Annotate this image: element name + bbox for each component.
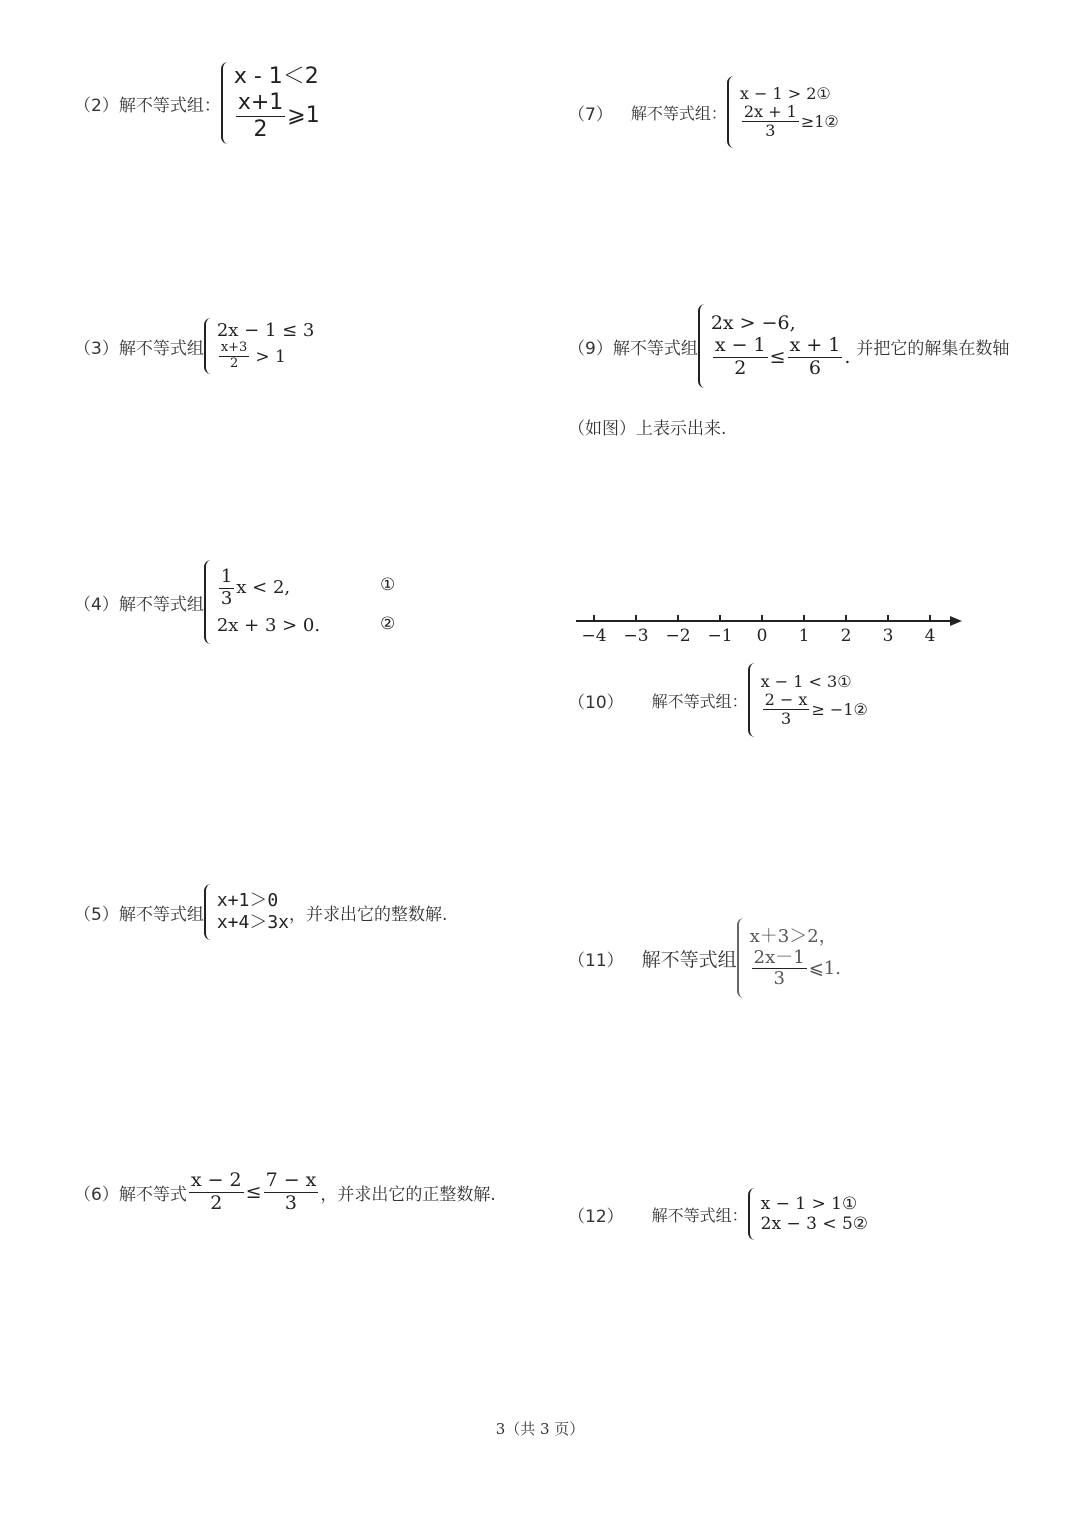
problem-10-system: [748, 663, 868, 737]
number-line-tick-label: 0: [756, 626, 768, 646]
problem-9-line2: （如图）上表示出来.: [568, 419, 727, 439]
problem-11-number: （11）: [568, 950, 624, 971]
problem-6-fraction-right: $\frac{7 - x}{3}$: [265, 1169, 317, 1214]
problem-4-system: [204, 560, 320, 644]
number-line-tick-label: −1: [707, 626, 733, 646]
page-footer: 3（共 3 页）: [495, 1420, 585, 1438]
problem-3-label: （3）解不等式组: [74, 338, 204, 359]
problem-7: [568, 76, 839, 148]
problem-3: [74, 318, 314, 374]
problem-2-eq2: $\frac{x+1}{2}$ ⩾1: [237, 90, 320, 142]
problem-7-system: [727, 76, 839, 148]
problem-10-number: （10）: [568, 692, 624, 713]
problem-6-tail: ，并求出它的正整数解.: [320, 1184, 496, 1205]
problem-9-tail: 并把它的解集在数轴: [856, 338, 1010, 359]
number-line-tick-label: 4: [924, 626, 936, 646]
problem-4-eq2: 2x + 3 > 0.: [216, 615, 321, 637]
left-brace-icon: [748, 663, 757, 737]
problem-6: [74, 1170, 496, 1215]
arrow-right-icon: [950, 616, 962, 626]
problem-12-number: （12）: [568, 1206, 624, 1227]
problem-7-eq1: x − 1 > 2①: [739, 83, 831, 103]
left-brace-icon: [737, 918, 746, 998]
problem-9-system: [698, 304, 851, 388]
problem-9-eq2: $\frac{x - 1}{2}$ ≤ $\frac{x + 1}{6}$ .: [714, 334, 851, 379]
circled-one-mark: ①: [380, 575, 396, 595]
problem-4-eq1: $\frac{1}{3}$ x < 2,: [220, 566, 291, 609]
problem-5-tail: ，并求出它的整数解.: [289, 904, 448, 925]
problem-9-label: （9）解不等式组: [568, 338, 698, 359]
problem-2-label: （2）解不等式组：: [74, 95, 221, 116]
circled-two-mark: ②: [380, 614, 396, 634]
problem-12-eq2: 2x − 3 < 5②: [760, 1214, 869, 1234]
problem-3-eq2: $\frac{x+3}{2}$ > 1: [220, 340, 286, 372]
number-line-tick-label: 2: [840, 626, 852, 646]
left-brace-icon: [204, 318, 213, 374]
left-brace-icon: [204, 884, 213, 940]
problem-9-eq1: 2x > −6,: [710, 312, 796, 335]
problem-4-label: （4）解不等式组: [74, 594, 204, 615]
problem-5: [74, 884, 447, 940]
problem-6-label: （6）解不等式: [74, 1184, 187, 1205]
problem-7-number: （7）: [568, 104, 613, 125]
number-line: [572, 606, 966, 650]
problem-3-eq1: 2x − 1 ≤ 3: [216, 319, 315, 341]
problem-5-label: （5）解不等式组: [74, 904, 204, 925]
number-line-tick-label: −4: [581, 626, 607, 646]
number-line-tick-label: −2: [665, 626, 691, 646]
problem-11-eq1: x＋3＞2，: [749, 926, 837, 948]
problem-2-eq1: x - 1＜2: [233, 64, 319, 89]
problem-5-eq1: x+1＞0: [216, 890, 279, 912]
problem-11-eq2: $\frac{2x-1}{3}$ ⩽1.: [753, 946, 841, 990]
problem-3-system: [204, 318, 315, 374]
problem-6-fraction-left: $\frac{x - 2}{2}$: [190, 1169, 242, 1214]
left-brace-icon: [204, 560, 213, 644]
problem-12-system: [748, 1188, 868, 1240]
problem-2-system: [221, 62, 320, 144]
problem-11-label: 解不等式组: [641, 948, 737, 971]
problem-10: [568, 663, 868, 737]
left-brace-icon: [748, 1188, 757, 1240]
problem-12-eq1: x − 1 > 1①: [760, 1193, 858, 1214]
number-line-tick-label: 1: [798, 626, 810, 646]
left-brace-icon: [221, 62, 230, 144]
problem-7-eq2: $\frac{2x + 1}{3}$ ≥1②: [743, 101, 839, 141]
number-line-tick-label: −3: [623, 626, 649, 646]
problem-2: [74, 62, 320, 144]
left-brace-icon: [698, 304, 707, 388]
problem-9: [568, 304, 1009, 388]
problem-5-eq2: x+4＞3x: [216, 912, 290, 933]
problem-5-system: [204, 884, 289, 940]
problem-7-label: 解不等式组：: [630, 103, 727, 123]
problem-12-label: 解不等式组：: [651, 1205, 748, 1225]
problem-12: [568, 1188, 868, 1240]
problem-4: [74, 560, 320, 644]
problem-11-system: [737, 918, 841, 998]
problem-6-relation: ≤: [245, 1181, 262, 1204]
number-line-tick-label: 3: [882, 626, 894, 646]
left-brace-icon: [727, 76, 736, 148]
problem-10-eq2: $\frac{2 - x}{3}$ ≥ −1②: [764, 689, 868, 729]
problem-10-eq1: x − 1 < 3①: [760, 671, 852, 691]
problem-11: [568, 918, 841, 998]
problem-10-label: 解不等式组：: [651, 691, 748, 711]
